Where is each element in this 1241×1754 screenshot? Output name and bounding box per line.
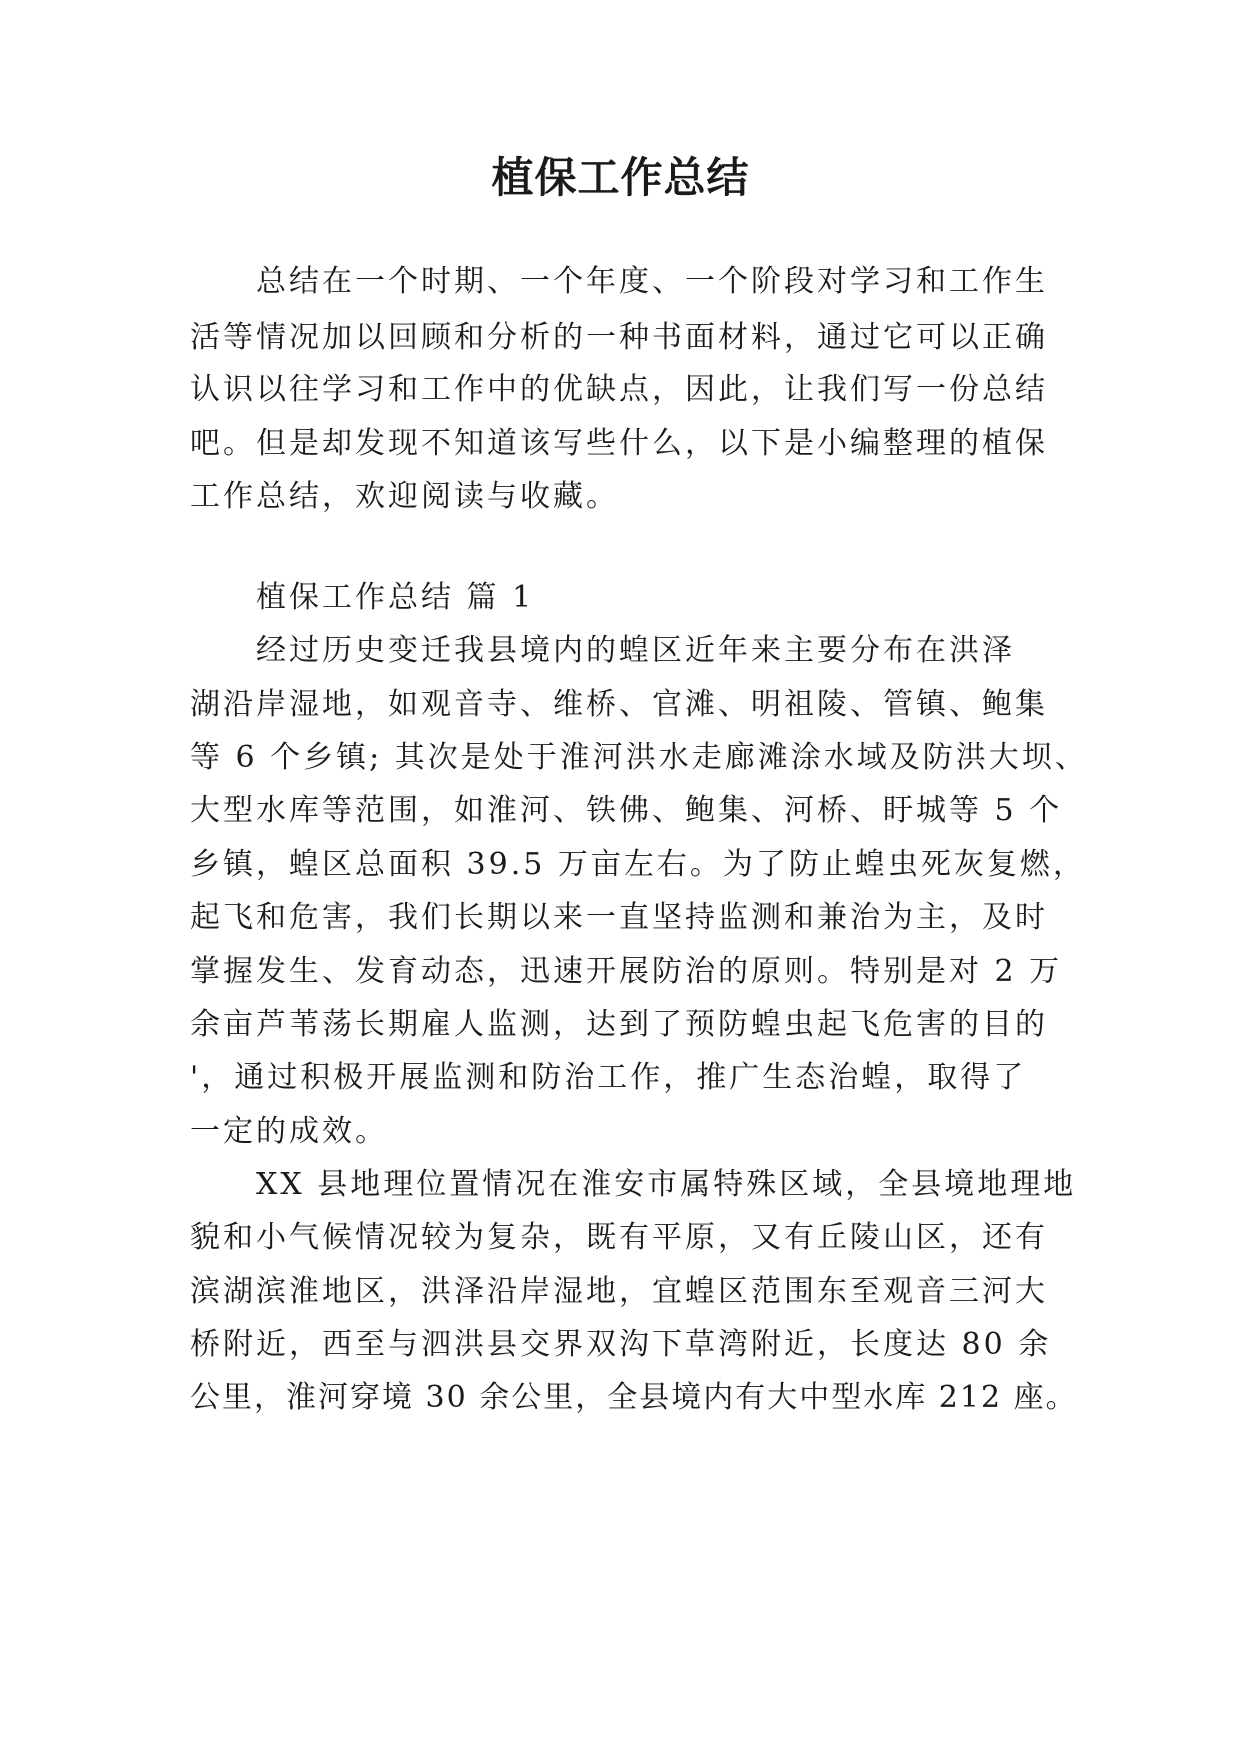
intro-line: 活等情况加以回顾和分析的一种书面材料，通过它可以正确: [190, 320, 1048, 355]
paragraph-line: 起飞和危害，我们长期以来一直坚持监测和兼治为主，及时: [190, 900, 1048, 935]
paragraph-line: 滨湖滨淮地区，洪泽沿岸湿地，宜蝗区范围东至观音三河大: [190, 1274, 1048, 1309]
paragraph-line: 湖沿岸湿地，如观音寺、维桥、官滩、明祖陵、管镇、鲍集: [190, 687, 1048, 722]
intro-line: 吧。但是却发现不知道该写些什么，以下是小编整理的植保: [190, 426, 1048, 461]
intro-line: 认识以往学习和工作中的优缺点，因此，让我们写一份总结: [190, 372, 1048, 407]
paragraph-line: 桥附近，西至与泗洪县交界双沟下草湾附近，长度达 80 余: [190, 1327, 1052, 1362]
paragraph-line: 貌和小气候情况较为复杂，既有平原，又有丘陵山区，还有: [190, 1220, 1048, 1255]
paragraph-line: 一定的成效。: [190, 1114, 388, 1149]
section-heading: 植保工作总结 篇 1: [256, 580, 535, 615]
paragraph-line: 掌握发生、发育动态，迅速开展防治的原则。特别是对 2 万: [190, 954, 1063, 989]
paragraph-line: 公里，淮河穿境 30 余公里，全县境内有大中型水库 212 座。: [190, 1380, 1078, 1415]
intro-line: 总结在一个时期、一个年度、一个阶段对学习和工作生: [256, 264, 1048, 299]
document-title: 植保工作总结: [491, 153, 750, 202]
paragraph-line: 大型水库等范围，如淮河、铁佛、鲍集、河桥、盱城等 5 个: [190, 793, 1063, 828]
paragraph-line: 等 6 个乡镇; 其次是处于淮河洪水走廊滩涂水域及防洪大坝、: [190, 740, 1088, 775]
intro-line: 工作总结，欢迎阅读与收藏。: [190, 479, 619, 514]
paragraph-line: XX 县地理位置情况在淮安市属特殊区域，全县境地理地: [256, 1167, 1077, 1202]
paragraph-line: '，通过积极开展监测和防治工作，推广生态治蝗，取得了: [190, 1060, 1027, 1095]
paragraph-line: 经过历史变迁我县境内的蝗区近年来主要分布在洪泽: [256, 633, 1015, 668]
paragraph-line: 余亩芦苇荡长期雇人监测，达到了预防蝗虫起飞危害的目的: [190, 1007, 1048, 1042]
paragraph-line: 乡镇，蝗区总面积 39.5 万亩左右。为了防止蝗虫死灰复燃，: [190, 847, 1086, 882]
